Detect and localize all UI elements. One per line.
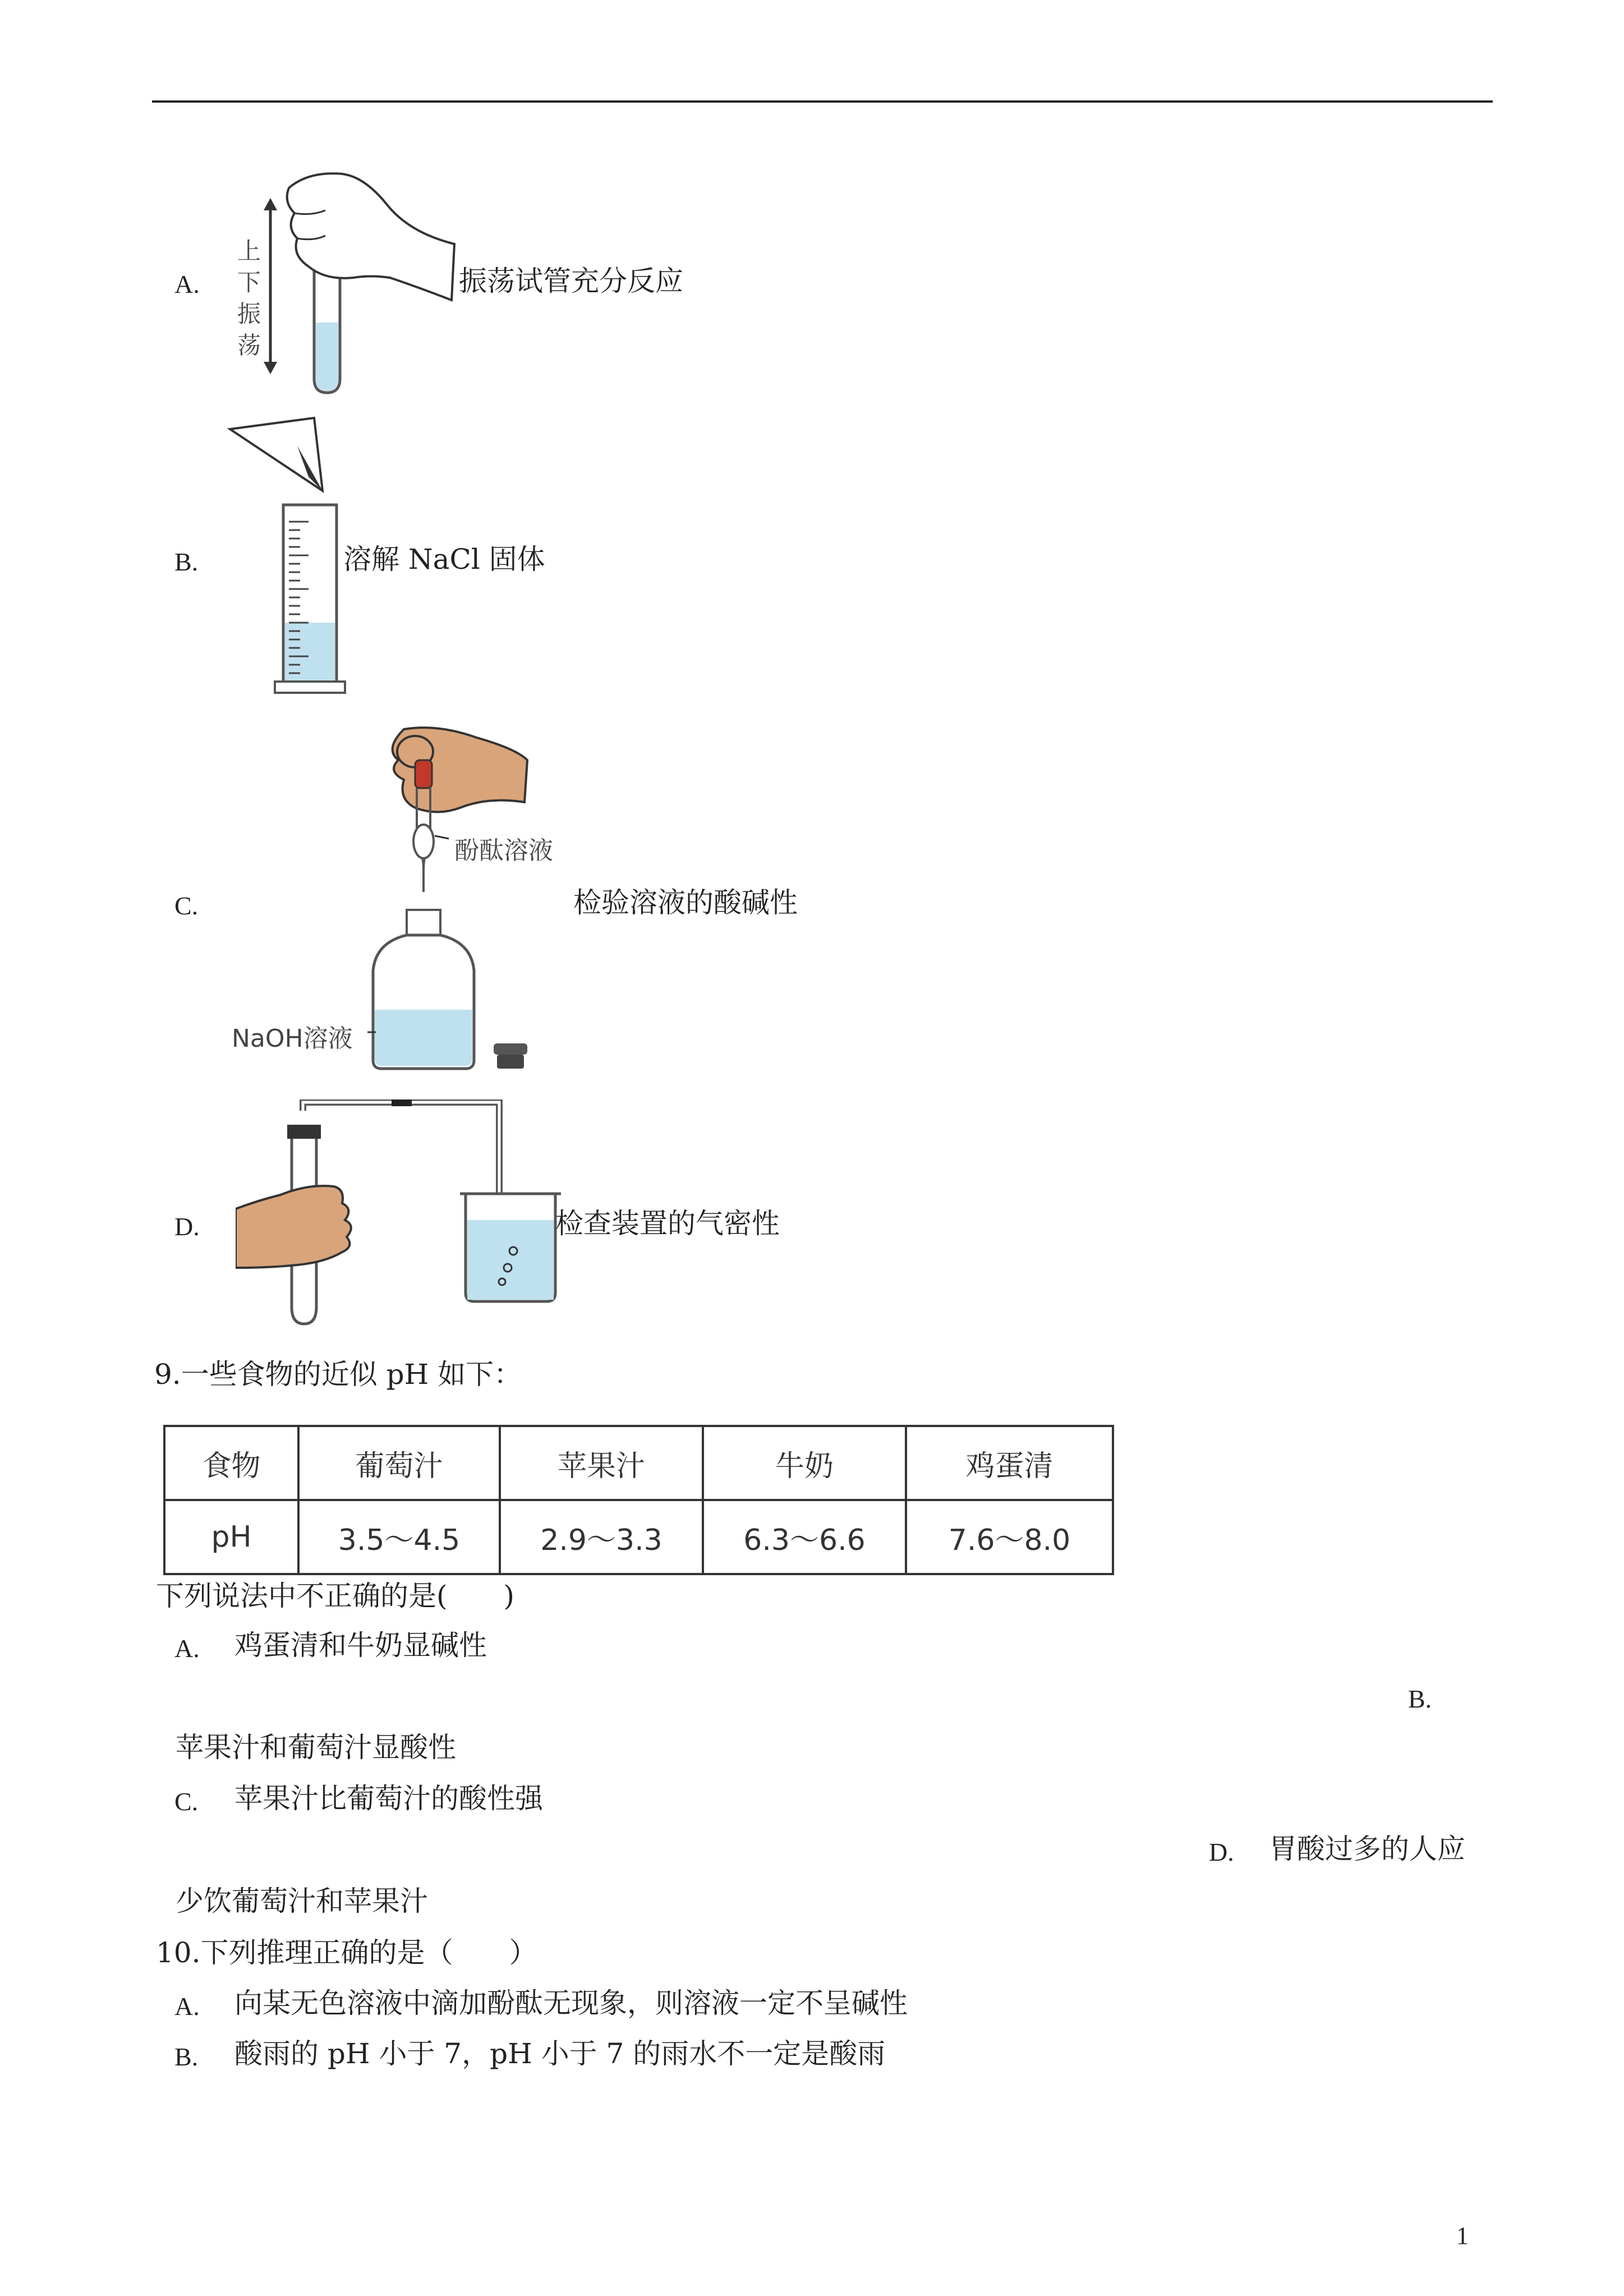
- q8-option-d-text: 检查装置的气密性: [555, 1207, 780, 1240]
- q9-question: 下列说法中不正确的是( ): [156, 1580, 515, 1612]
- q9-option-d-letter: D.: [1209, 1838, 1234, 1866]
- header-rule: [152, 100, 1493, 103]
- ph-table: [163, 1425, 1114, 1575]
- arrow-label-char: 下: [237, 269, 261, 296]
- q9-option-c-letter: C.: [174, 1787, 199, 1816]
- q8-option-c-text: 检验溶液的酸碱性: [573, 886, 798, 919]
- page-number: 1: [1456, 2222, 1469, 2249]
- arrow-label-char: 振: [237, 300, 261, 328]
- table-header-cell: 食物: [164, 1426, 298, 1500]
- q10-option-a-text: 向某无色溶液中滴加酚酞无现象，则溶液一定不呈碱性: [234, 1987, 908, 2019]
- q8-option-b-letter: B.: [174, 547, 199, 576]
- arrow-label-char: 上: [237, 237, 261, 265]
- q10-option-b-text: 酸雨的 pH 小于 7，pH 小于 7 的雨水不一定是酸雨: [234, 2037, 886, 2070]
- q9-option-b-letter: B.: [1408, 1685, 1432, 1713]
- q8-option-b-text: 溶解 NaCl 固体: [343, 543, 545, 576]
- q8-option-c-letter: C.: [174, 891, 199, 920]
- q8-option-a-text: 振荡试管充分反应: [459, 265, 683, 297]
- arrow-label-char: 荡: [237, 332, 261, 359]
- shake-arrow-label: [237, 236, 271, 361]
- table-cell: 7.6～8.0: [906, 1500, 1113, 1574]
- table-header-cell: 鸡蛋清: [906, 1426, 1113, 1500]
- q9-option-a-text: 鸡蛋清和牛奶显碱性: [234, 1629, 487, 1662]
- table-cell: pH: [164, 1500, 298, 1574]
- table-header-cell: 苹果汁: [500, 1426, 703, 1500]
- phenolphthalein-label: 酚酞溶液: [454, 836, 553, 865]
- naoh-solution-label: NaOH溶液: [232, 1024, 353, 1053]
- q9-stem: 9.一些食物的近似 pH 如下：: [154, 1358, 522, 1391]
- graduated-cylinder-figure: [224, 415, 353, 696]
- table-cell: 2.9～3.3: [500, 1500, 703, 1574]
- table-cell: 3.5～4.5: [298, 1500, 500, 1574]
- q9-option-c-text: 苹果汁比葡萄汁的酸性强: [234, 1782, 543, 1815]
- table-row: [164, 1500, 1113, 1574]
- q9-option-d-text-1: 胃酸过多的人应: [1269, 1833, 1465, 1865]
- q10-option-b-letter: B.: [174, 2042, 199, 2071]
- q9-option-b-text: 苹果汁和葡萄汁显酸性: [176, 1731, 456, 1764]
- table-header-cell: 牛奶: [703, 1426, 906, 1500]
- airtightness-apparatus-figure: [236, 1099, 583, 1335]
- q10-stem: 10.下列推理正确的是（ ）: [156, 1936, 537, 1969]
- q10-option-a-letter: A.: [174, 1992, 200, 2021]
- q8-option-a-letter: A.: [174, 270, 200, 298]
- q9-option-d-text-2: 少饮葡萄汁和苹果汁: [176, 1885, 428, 1917]
- table-row: [164, 1426, 1113, 1500]
- table-header-cell: 葡萄汁: [298, 1426, 500, 1500]
- q9-option-a-letter: A.: [174, 1634, 200, 1663]
- table-cell: 6.3～6.6: [703, 1500, 906, 1574]
- q8-option-d-letter: D.: [174, 1212, 200, 1241]
